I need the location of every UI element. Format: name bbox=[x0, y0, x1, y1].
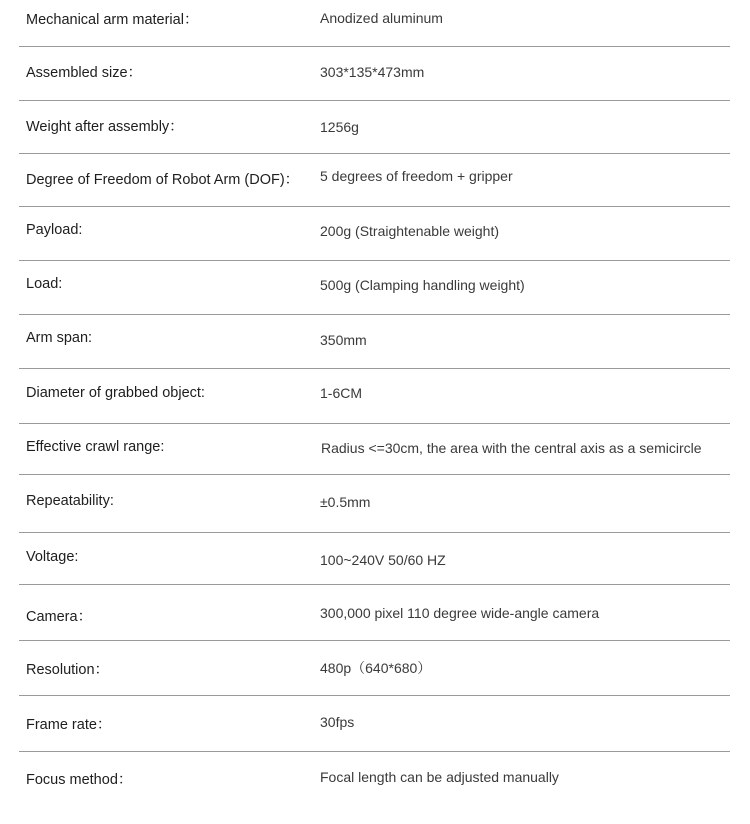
spec-row-grab-diameter bbox=[19, 369, 730, 424]
spec-value: 100~240V 50/60 HZ bbox=[320, 552, 446, 568]
spec-row-weight bbox=[19, 101, 730, 154]
spec-row-crawl-range bbox=[19, 424, 730, 475]
spec-label: Assembled size： bbox=[26, 65, 143, 81]
spec-row-focus-method bbox=[19, 752, 730, 812]
spec-value: Radius <=30cm, the area with the central axis as a semicircle bbox=[321, 440, 702, 456]
spec-value: Anodized aluminum bbox=[320, 10, 443, 26]
spec-value: 5 degrees of freedom + gripper bbox=[320, 168, 513, 184]
spec-label: Voltage: bbox=[26, 549, 79, 565]
spec-row-dof bbox=[19, 154, 730, 207]
spec-row-material bbox=[19, 0, 730, 47]
spec-value: 500g (Clamping handling weight) bbox=[320, 277, 525, 293]
spec-label: Resolution： bbox=[26, 662, 110, 678]
spec-value: 30fps bbox=[320, 714, 355, 730]
spec-value: 200g (Straightenable weight) bbox=[320, 223, 500, 239]
spec-row-load bbox=[19, 261, 730, 315]
spec-label: Load: bbox=[26, 276, 63, 292]
spec-row-assembled-size bbox=[19, 47, 730, 101]
spec-value: Focal length can be adjusted manually bbox=[320, 769, 559, 785]
spec-value: 350mm bbox=[320, 332, 367, 348]
spec-label: Camera： bbox=[26, 609, 93, 625]
spec-row-camera bbox=[19, 585, 730, 641]
spec-value: 480p（640*680） bbox=[320, 660, 432, 676]
spec-label: Weight after assembly： bbox=[26, 119, 184, 135]
spec-value: 303*135*473mm bbox=[320, 64, 425, 80]
spec-value: 1-6CM bbox=[320, 385, 363, 401]
spec-label: Diameter of grabbed object: bbox=[26, 385, 205, 401]
spec-row-repeatability bbox=[19, 475, 730, 533]
spec-row-resolution bbox=[19, 641, 730, 696]
spec-row-payload bbox=[19, 207, 730, 261]
spec-label: Mechanical arm material： bbox=[26, 12, 199, 28]
spec-row-voltage bbox=[19, 533, 730, 585]
spec-label: Repeatability: bbox=[26, 493, 114, 509]
spec-value: 1256g bbox=[320, 119, 359, 135]
spec-label: Degree of Freedom of Robot Arm (DOF)： bbox=[26, 172, 300, 188]
spec-label: Focus method： bbox=[26, 772, 133, 788]
spec-value: 300,000 pixel 110 degree wide-angle camera bbox=[320, 605, 600, 621]
spec-label: Frame rate： bbox=[26, 717, 112, 733]
spec-row-arm-span bbox=[19, 315, 730, 369]
spec-label: Arm span: bbox=[26, 330, 93, 346]
spec-table bbox=[19, 0, 730, 812]
spec-label: Payload: bbox=[26, 222, 83, 238]
spec-label: Effective crawl range: bbox=[26, 439, 165, 455]
spec-value: ±0.5mm bbox=[320, 494, 371, 510]
spec-row-frame-rate bbox=[19, 696, 730, 752]
